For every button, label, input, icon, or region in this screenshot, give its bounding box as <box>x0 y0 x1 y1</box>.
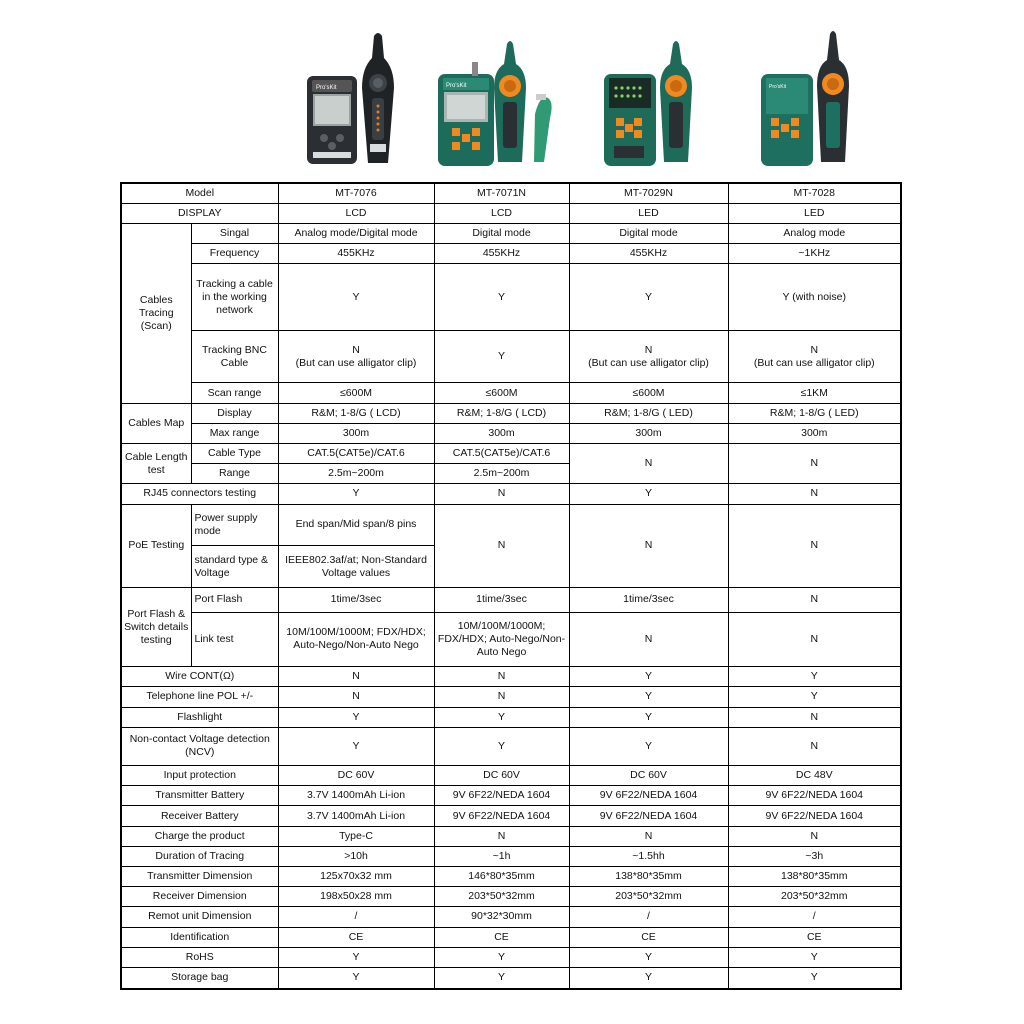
product-mt-7071n-image <box>432 38 562 168</box>
table-cell: 138*80*35mm <box>569 867 728 887</box>
table-cell: Analog mode/Digital mode <box>278 223 434 243</box>
row-label: Transmitter Battery <box>121 786 278 806</box>
row-label: Charge the product <box>121 826 278 846</box>
table-cell: Y <box>728 947 901 967</box>
table-cell: 9V 6F22/NEDA 1604 <box>728 786 901 806</box>
table-cell: 203*50*32mm <box>434 887 569 907</box>
table-cell: Y <box>278 727 434 765</box>
table-cell: 3.7V 1400mAh Li-ion <box>278 806 434 826</box>
table-row <box>121 203 901 223</box>
table-cell: N <box>728 826 901 846</box>
table-cell: 203*50*32mm <box>569 887 728 907</box>
table-cell: N <box>434 484 569 504</box>
product-mt-7029n-image <box>600 38 710 168</box>
group-label-cables-tracing: Cables Tracing (Scan) <box>121 223 191 403</box>
table-row <box>121 947 901 967</box>
table-cell: N <box>728 727 901 765</box>
table-cell: 1time/3sec <box>434 588 569 612</box>
row-label: DISPLAY <box>121 203 278 223</box>
comparison-table <box>120 182 902 990</box>
table-row <box>121 727 901 765</box>
table-cell: 455KHz <box>278 244 434 264</box>
table-cell: ≤600M <box>434 383 569 403</box>
row-label: Receiver Dimension <box>121 887 278 907</box>
table-cell: Y <box>569 727 728 765</box>
table-cell: CAT.5(CAT5e)/CAT.6 <box>434 443 569 463</box>
table-cell: >10h <box>278 846 434 866</box>
row-label: Storage bag <box>121 967 278 989</box>
table-cell: Y <box>278 264 434 331</box>
table-cell: ≤600M <box>569 383 728 403</box>
table-row <box>121 826 901 846</box>
table-cell: LED <box>728 203 901 223</box>
table-cell: ≤600M <box>278 383 434 403</box>
table-row <box>121 244 901 264</box>
table-row <box>121 786 901 806</box>
table-cell: / <box>728 907 901 927</box>
row-label: RJ45 connectors testing <box>121 484 278 504</box>
table-cell: N <box>278 687 434 707</box>
table-cell: 138*80*35mm <box>728 867 901 887</box>
table-cell: Y <box>278 967 434 989</box>
table-cell: CE <box>434 927 569 947</box>
table-cell: Y <box>569 667 728 687</box>
table-row <box>121 967 901 989</box>
table-cell: End span/Mid span/8 pins <box>278 504 434 545</box>
table-cell: DC 60V <box>569 766 728 786</box>
table-cell: Y <box>434 707 569 727</box>
table-cell: Y <box>278 484 434 504</box>
table-row <box>121 330 901 383</box>
table-cell: / <box>278 907 434 927</box>
table-cell: Y <box>569 947 728 967</box>
row-label: Wire CONT(Ω) <box>121 667 278 687</box>
table-cell: Y <box>728 687 901 707</box>
table-cell: 203*50*32mm <box>728 887 901 907</box>
table-row <box>121 504 901 545</box>
table-row <box>121 806 901 826</box>
table-row <box>121 907 901 927</box>
row-label: Frequency <box>191 244 278 264</box>
table-cell: Type-C <box>278 826 434 846</box>
table-cell: 455KHz <box>434 244 569 264</box>
model-header: MT-7028 <box>728 183 901 203</box>
table-cell: Y <box>569 707 728 727</box>
table-cell: ≤1KM <box>728 383 901 403</box>
group-label-poe-testing: PoE Testing <box>121 504 191 588</box>
table-cell: ~1h <box>434 846 569 866</box>
table-cell: CE <box>728 927 901 947</box>
table-cell: LCD <box>278 203 434 223</box>
table-cell: 455KHz <box>569 244 728 264</box>
row-label: Duration of Tracing <box>121 846 278 866</box>
table-row <box>121 927 901 947</box>
table-cell: Y (with noise) <box>728 264 901 331</box>
table-cell: N <box>728 443 901 483</box>
table-cell: N <box>569 612 728 667</box>
table-cell: 2.5m~200m <box>434 464 569 484</box>
row-label: Flashlight <box>121 707 278 727</box>
row-label: RoHS <box>121 947 278 967</box>
row-label: Cable Type <box>191 443 278 463</box>
row-label: Input protection <box>121 766 278 786</box>
table-cell: 9V 6F22/NEDA 1604 <box>569 806 728 826</box>
row-label: Singal <box>191 223 278 243</box>
table-cell: Y <box>278 707 434 727</box>
table-row <box>121 687 901 707</box>
model-header: MT-7029N <box>569 183 728 203</box>
table-row <box>121 383 901 403</box>
table-cell: N <box>728 504 901 588</box>
table-cell: Digital mode <box>434 223 569 243</box>
model-label: Model <box>121 183 278 203</box>
table-cell: CE <box>278 927 434 947</box>
group-label-cable-length: Cable Length test <box>121 443 191 483</box>
table-cell: N (But can use alligator clip) <box>278 330 434 383</box>
table-cell: N <box>569 826 728 846</box>
table-cell: Y <box>728 667 901 687</box>
row-label: Power supply mode <box>191 504 278 545</box>
table-cell: 9V 6F22/NEDA 1604 <box>569 786 728 806</box>
table-cell: 3.7V 1400mAh Li-ion <box>278 786 434 806</box>
table-cell: Y <box>569 687 728 707</box>
row-label: Display <box>191 403 278 423</box>
table-row <box>121 223 901 243</box>
table-cell: Y <box>434 727 569 765</box>
table-cell: N <box>434 504 569 588</box>
table-cell: N (But can use alligator clip) <box>728 330 901 383</box>
table-row <box>121 867 901 887</box>
table-cell: Y <box>728 967 901 989</box>
table-cell: 10M/100M/1000M; FDX/HDX; Auto-Nego/Non- Auto Nego <box>434 612 569 667</box>
row-label: Max range <box>191 423 278 443</box>
table-cell: ~1.5hh <box>569 846 728 866</box>
brand-logo: Pro'sKit <box>769 84 787 90</box>
table-cell: 146*80*35mm <box>434 867 569 887</box>
table-row <box>121 403 901 423</box>
table-cell: DC 60V <box>434 766 569 786</box>
row-label: standard type & Voltage <box>191 545 278 587</box>
table-cell: N <box>728 612 901 667</box>
table-row <box>121 846 901 866</box>
table-cell: N <box>569 504 728 588</box>
brand-logo: Pro'sKit <box>446 83 467 89</box>
table-cell: N <box>569 443 728 483</box>
table-cell: Y <box>434 264 569 331</box>
table-cell: Digital mode <box>569 223 728 243</box>
table-cell: 198x50x28 mm <box>278 887 434 907</box>
table-row <box>121 484 901 504</box>
table-cell: Y <box>434 967 569 989</box>
table-row <box>121 887 901 907</box>
table-cell: Y <box>278 947 434 967</box>
table-cell: N <box>728 588 901 612</box>
table-cell: R&M; 1-8/G ( LCD) <box>434 403 569 423</box>
table-cell: 300m <box>278 423 434 443</box>
table-cell: LED <box>569 203 728 223</box>
table-cell: Analog mode <box>728 223 901 243</box>
model-header: MT-7071N <box>434 183 569 203</box>
table-cell: 300m <box>569 423 728 443</box>
table-cell: 125x70x32 mm <box>278 867 434 887</box>
table-cell: 2.5m~200m <box>278 464 434 484</box>
table-cell: LCD <box>434 203 569 223</box>
row-label: Telephone line POL +/- <box>121 687 278 707</box>
group-label-port-flash: Port Flash & Switch details testing <box>121 588 191 667</box>
row-label: Scan range <box>191 383 278 403</box>
table-cell: ~3h <box>728 846 901 866</box>
group-label-cables-map: Cables Map <box>121 403 191 443</box>
row-label: Tracking a cable in the working network <box>191 264 278 331</box>
row-label: Tracking BNC Cable <box>191 330 278 383</box>
row-label: Port Flash <box>191 588 278 612</box>
table-cell: 90*32*30mm <box>434 907 569 927</box>
table-cell: R&M; 1-8/G ( LCD) <box>278 403 434 423</box>
table-cell: N <box>728 484 901 504</box>
table-cell: 9V 6F22/NEDA 1604 <box>434 806 569 826</box>
row-label: Link test <box>191 612 278 667</box>
table-cell: Y <box>569 264 728 331</box>
table-row <box>121 667 901 687</box>
table-cell: CAT.5(CAT5e)/CAT.6 <box>278 443 434 463</box>
table-cell: N (But can use alligator clip) <box>569 330 728 383</box>
product-mt-7028-image <box>755 28 865 168</box>
table-row <box>121 707 901 727</box>
table-cell: Y <box>434 947 569 967</box>
table-row <box>121 443 901 463</box>
table-row <box>121 264 901 331</box>
row-label: Receiver Battery <box>121 806 278 826</box>
table-row <box>121 588 901 612</box>
table-row <box>121 183 901 203</box>
table-cell: N <box>434 667 569 687</box>
row-label: Identification <box>121 927 278 947</box>
table-cell: Y <box>434 330 569 383</box>
row-label: Range <box>191 464 278 484</box>
table-cell: 9V 6F22/NEDA 1604 <box>434 786 569 806</box>
table-cell: DC 60V <box>278 766 434 786</box>
table-row <box>121 766 901 786</box>
table-cell: R&M; 1-8/G ( LED) <box>569 403 728 423</box>
brand-logo: Pro'sKit <box>316 85 337 91</box>
table-cell: 1time/3sec <box>278 588 434 612</box>
model-header: MT-7076 <box>278 183 434 203</box>
table-row <box>121 423 901 443</box>
table-cell: / <box>569 907 728 927</box>
table-cell: ~1KHz <box>728 244 901 264</box>
table-cell: IEEE802.3af/at; Non-Standard Voltage values <box>278 545 434 587</box>
table-cell: Y <box>569 484 728 504</box>
product-images <box>0 0 1024 180</box>
table-cell: N <box>434 687 569 707</box>
table-cell: N <box>434 826 569 846</box>
row-label: Remot unit Dimension <box>121 907 278 927</box>
table-cell: 1time/3sec <box>569 588 728 612</box>
row-label: Non-contact Voltage detection (NCV) <box>121 727 278 765</box>
table-cell: R&M; 1-8/G ( LED) <box>728 403 901 423</box>
table-row <box>121 612 901 667</box>
table-cell: CE <box>569 927 728 947</box>
table-cell: DC 48V <box>728 766 901 786</box>
table-cell: 10M/100M/1000M; FDX/HDX; Auto-Nego/Non-Auto Nego <box>278 612 434 667</box>
table-cell: Y <box>569 967 728 989</box>
product-mt-7076-image <box>300 28 430 168</box>
table-cell: 300m <box>728 423 901 443</box>
table-cell: 300m <box>434 423 569 443</box>
row-label: Transmitter Dimension <box>121 867 278 887</box>
table-cell: N <box>728 707 901 727</box>
table-cell: N <box>278 667 434 687</box>
table-cell: 9V 6F22/NEDA 1604 <box>728 806 901 826</box>
